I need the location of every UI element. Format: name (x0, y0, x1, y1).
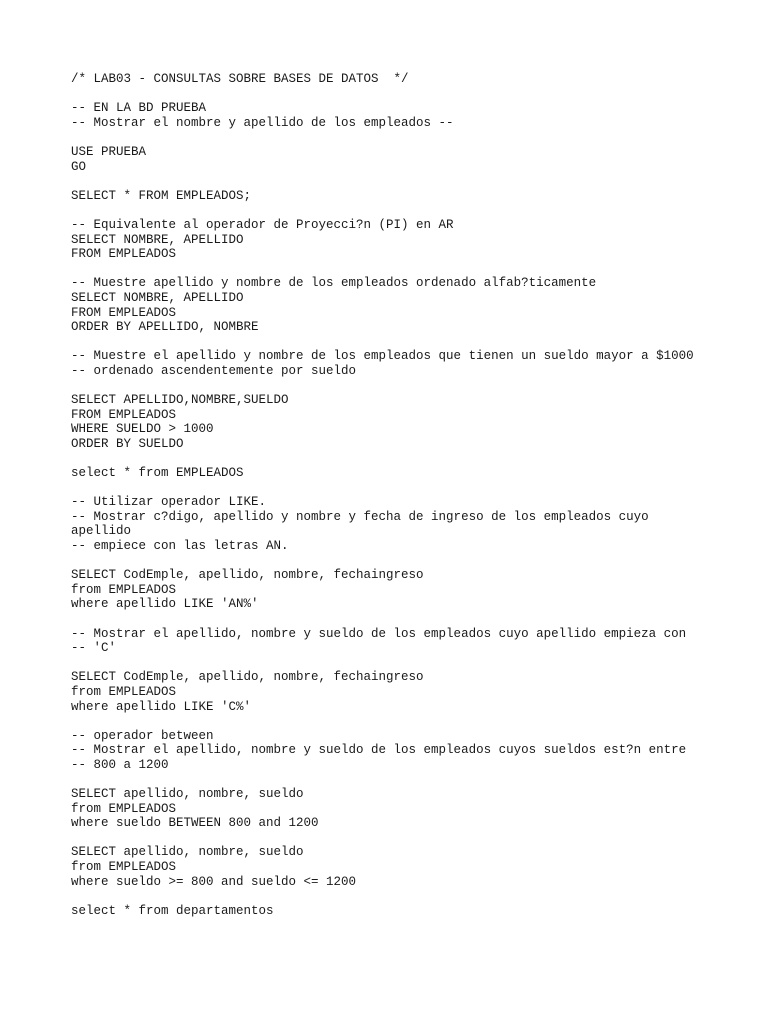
code-line: USE PRUEBA (71, 144, 147, 159)
comment-line: -- Muestre el apellido y nombre de los empleados que tienen un sueldo mayor a $1000 (71, 349, 694, 364)
comment-line: -- Mostrar el apellido, nombre y sueldo de los empleados cuyos sueldos est?n entre (71, 743, 687, 758)
code-block (71, 466, 751, 481)
comment-line: -- Equivalente al operador de Proyecci?n (PI) en AR (71, 217, 454, 232)
code-block (71, 787, 751, 831)
code-line: select * from EMPLEADOS (71, 466, 244, 481)
code-line: SELECT NOMBRE, APELLIDO (71, 232, 244, 247)
code-line: SELECT CodEmple, apellido, nombre, fechaingreso (71, 568, 424, 583)
code-block (71, 495, 751, 553)
code-line: from EMPLEADOS (71, 684, 177, 699)
code-block (71, 627, 751, 656)
code-block (71, 72, 751, 87)
code-line: SELECT apellido, nombre, sueldo (71, 787, 304, 802)
code-line: SELECT apellido, nombre, sueldo (71, 845, 304, 860)
comment-line: -- 800 a 1200 (71, 757, 169, 772)
code-line: WHERE SUELDO > 1000 (71, 422, 214, 437)
comment-line: -- Mostrar el apellido, nombre y sueldo de los empleados cuyo apellido empieza con (71, 626, 687, 641)
comment-line: -- 'C' (71, 641, 117, 656)
code-line: where apellido LIKE 'AN%' (71, 597, 259, 612)
comment-line: -- EN LA BD PRUEBA (71, 101, 207, 116)
code-block (71, 670, 751, 714)
code-line: select * from departamentos (71, 903, 274, 918)
code-line: FROM EMPLEADOS (71, 407, 177, 422)
code-block (71, 349, 751, 378)
comment-line: -- Utilizar operador LIKE. (71, 495, 267, 510)
code-block (71, 218, 751, 262)
code-line: FROM EMPLEADOS (71, 247, 177, 262)
comment-line: /* LAB03 - CONSULTAS SOBRE BASES DE DATOS */ (71, 72, 409, 86)
code-block (71, 904, 751, 919)
code-line: SELECT NOMBRE, APELLIDO (71, 290, 244, 305)
code-line: ORDER BY APELLIDO, NOMBRE (71, 320, 259, 335)
document-page (71, 72, 751, 933)
code-block (71, 845, 751, 889)
code-line: ORDER BY SUELDO (71, 436, 184, 451)
code-block (71, 393, 751, 451)
code-line: GO (71, 159, 87, 174)
code-line: apellido (71, 524, 132, 539)
code-line: where sueldo >= 800 and sueldo <= 1200 (71, 874, 357, 889)
code-line: FROM EMPLEADOS (71, 305, 177, 320)
comment-line: -- empiece con las letras AN. (71, 539, 289, 553)
comment-line: -- ordenado ascendentemente por sueldo (71, 363, 357, 378)
code-line: from EMPLEADOS (71, 801, 177, 816)
code-line: SELECT CodEmple, apellido, nombre, fechaingreso (71, 670, 424, 685)
code-block (71, 729, 751, 773)
comment-line: -- Mostrar c?digo, apellido y nombre y fecha de ingreso de los empleados cuyo (71, 509, 649, 524)
code-block (71, 101, 751, 130)
code-line: SELECT APELLIDO,NOMBRE,SUELDO (71, 393, 289, 408)
code-block (71, 276, 751, 334)
comment-line: -- Muestre apellido y nombre de los empleados ordenado alfab?ticamente (71, 276, 597, 291)
code-line: where sueldo BETWEEN 800 and 1200 (71, 816, 319, 831)
code-line: SELECT * FROM EMPLEADOS; (71, 188, 252, 203)
code-block (71, 189, 751, 204)
code-line: from EMPLEADOS (71, 860, 177, 875)
code-line: from EMPLEADOS (71, 582, 177, 597)
code-line: where apellido LIKE 'C%' (71, 699, 252, 714)
code-block (71, 568, 751, 612)
comment-line: -- Mostrar el nombre y apellido de los empleados -- (71, 115, 454, 130)
comment-line: -- operador between (71, 728, 214, 743)
code-block (71, 145, 751, 174)
